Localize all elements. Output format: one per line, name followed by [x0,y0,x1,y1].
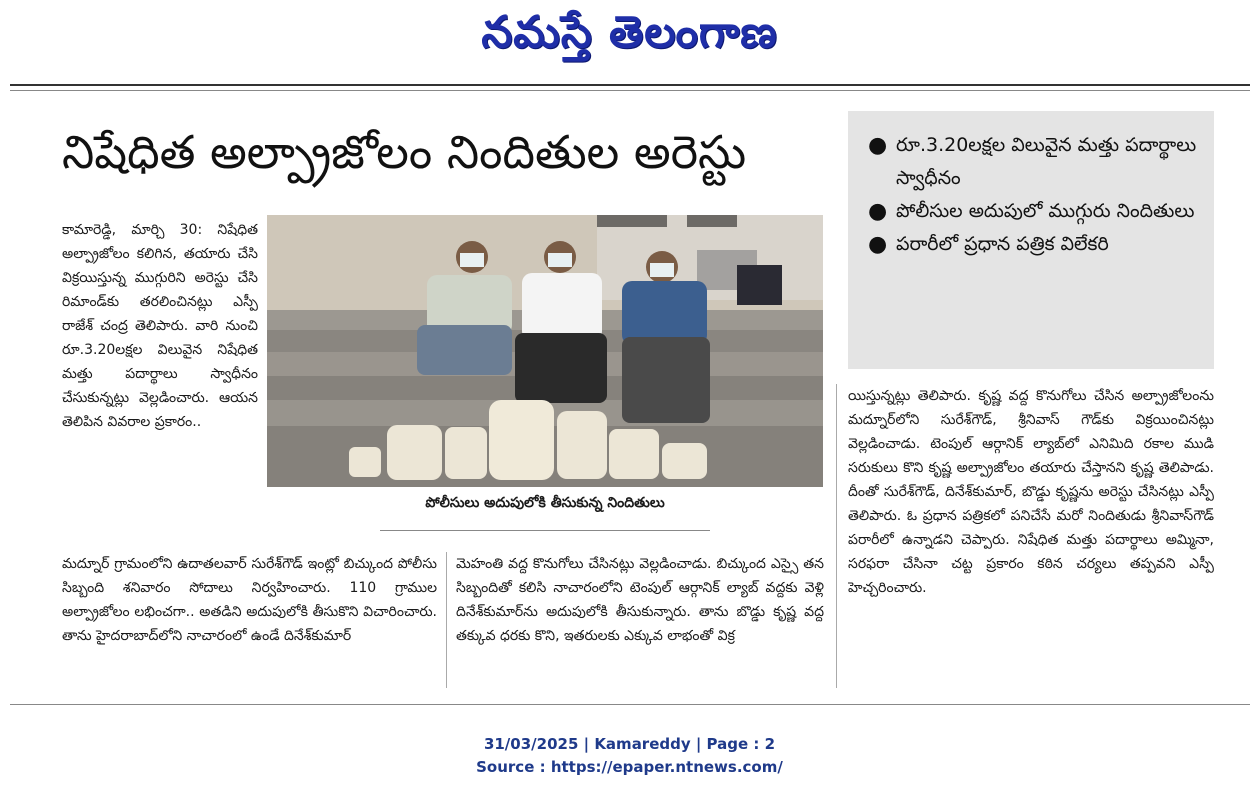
bullet-icon: ● [868,133,888,158]
highlight-text: పరారీలో ప్రధాన పత్రిక విలేకరి [896,233,1109,255]
bottom-rule [10,704,1250,705]
caption-rule [380,530,710,531]
masthead-rule [10,84,1250,86]
bullet-icon: ● [868,232,888,257]
photo-caption: పోలీసులు అదుపులోకి తీసుకున్న నిందితులు [425,495,665,511]
masthead-rule-thin [10,90,1250,91]
article-column-2: మెహంతి వద్ద కొనుగోలు చేసినట్లు వెల్లడించాడు. బిచ్కుంద ఎస్సై తన సిబ్బందితో కలిసి నాచారంలోని టెంపుల్ ఆర్గానిక్ ల్యాబ్ వద్దకు వెళ్లి దినేశ్‌కుమార్‌ను అదుపులోకి తీసుకున్నారు. తాను బొడ్డు కృష్ణ వద్ద తక్కువ ధరకు కొని, ఇతరులకు ఎక్కువ లాభంతో విక్ర [456,556,824,644]
footer-date-line: 31/03/2025 | Kamareddy | Page : 2 [483,735,776,753]
photo-illustration [267,215,823,487]
masthead-title: నమస్తే తెలంగాణ [481,7,778,58]
column-divider [446,552,447,688]
article-column-1b: మద్నూర్ గ్రామంలోని ఉదాతలవార్ సురేశ్‌గౌడ్ ఇంట్లో బిచ్కుంద పోలీసు సిబ్బంది శనివారం సోదాలు నిర్వహించారు. 110 గ్రాముల అల్ప్రాజోలం లభించగా.. అతడిని అదుపులోకి తీసుకొని విచారించారు. తాను హైదరాబాద్‌లోని నాచారంలో ఉండే దినేశ్‌కుమార్ [62,556,437,644]
highlights-box [848,111,1214,369]
masthead [0,0,1259,76]
article-photo [267,215,823,487]
highlight-text: రూ.3.20లక్షల విలువైన మత్తు పదార్థాలు స్వాధీనం [896,134,1197,189]
column-divider [836,384,837,688]
article-headline: నిషేధిత అల్ప్రాజోలం నిందితుల అరెస్టు [62,125,747,179]
footer-source-line: Source : https://epaper.ntnews.com/ [476,758,783,776]
article-column-1: కామారెడ్డి, మార్చి 30: నిషేధిత అల్ప్రాజోలం కలిగిన, తయారు చేసి విక్రయిస్తున్న ముగ్గురిని అరెస్టు చేసి రిమాండ్‌కు తరలించినట్లు ఎస్పీ రాజేశ్ చంద్ర తెలిపారు. వారి నుంచి రూ.3.20లక్షల విలువైన నిషేధిత మత్తు పదార్థాలు స్వాధీనం చేసుకున్నట్లు వెల్లడించారు. ఆయన తెలిపిన వివరాల ప్రకారం.. [62,222,258,430]
highlight-item [866,195,1200,228]
bullet-icon: ● [868,199,888,224]
highlight-text: పోలీసుల అదుపులో ముగ్గురు నిందితులు [896,200,1195,222]
article-column-3: యిస్తున్నట్లు తెలిపారు. కృష్ణ వద్ద కొనుగోలు చేసిన అల్ప్రాజోలంను మద్నూర్‌లోని సురేశ్‌గౌడ్, శ్రీనివాస్ గౌడ్‌కు విక్రయించినట్లు వెల్లడించాడు. టెంపుల్ ఆర్గానిక్ ల్యాబ్‌లో ఎనిమిది రకాల ముడి సరుకులు కొని కృష్ణ అల్ప్రాజోలం తయారు చేస్తానని కృష్ణ తెలిపాడు. దీంతో సురేశ్‌గౌడ్, దినేశ్‌కుమార్, బొడ్డు కృష్ణను అరెస్టు చేసినట్లు ఎస్పీ తెలిపారు. ఓ ప్రధాన పత్రికలో పనిచేసే మరో నిందితుడు శ్రీనివాస్‌గౌడ్ పరారీలో ఉన్నాడని చెప్పారు. నిషేధిత మత్తు పదార్థాలు అమ్మినా, సరఫరా చేసినా చట్ట ప్రకారం కఠిన చర్యలు తప్పవని ఎస్పీ హెచ్చరించారు. [848,388,1214,596]
highlight-item [866,129,1200,195]
highlight-item [866,228,1200,261]
